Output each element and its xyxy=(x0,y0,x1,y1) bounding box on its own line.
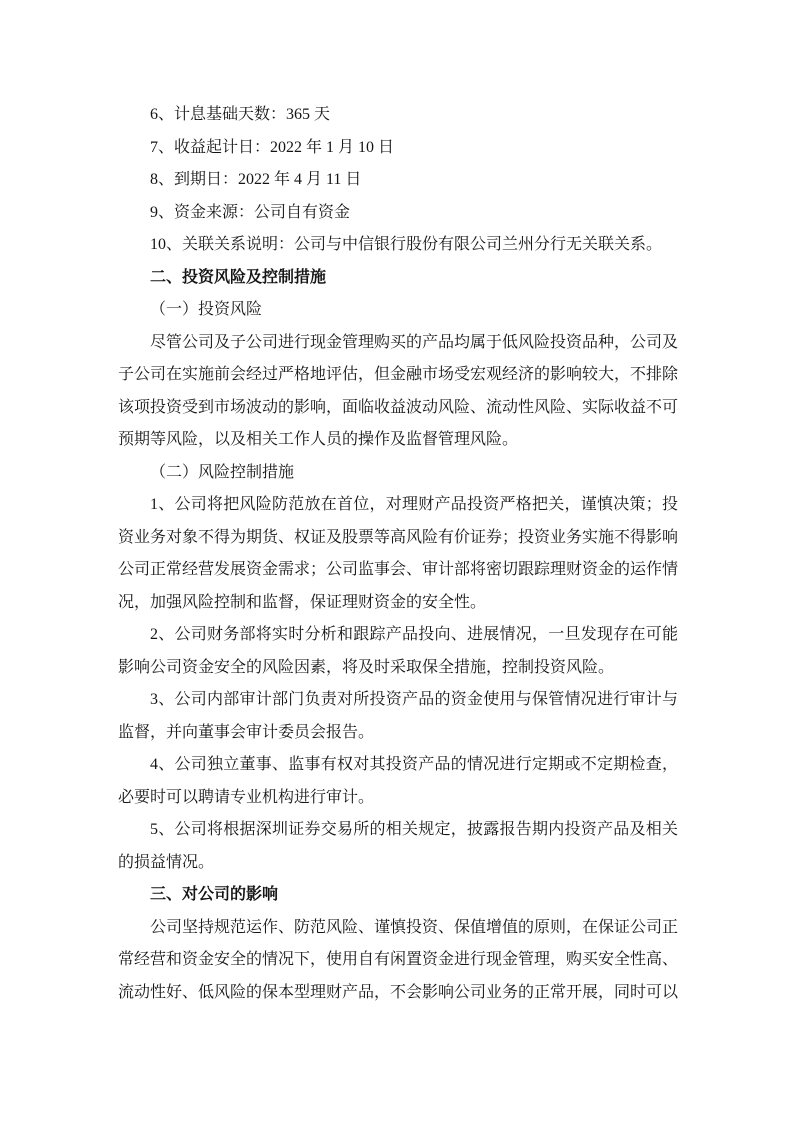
item-risk-control-3: 3、公司内部审计部门负责对所投资产品的资金使用与保管情况进行审计与监督，并向董事会审计委员会报告。 xyxy=(118,691,678,741)
item-10-related-party-note: 10、关联关系说明：公司与中信银行股份有限公司兰州分行无关联关系。 xyxy=(150,236,663,253)
item-risk-control-4: 4、公司独立董事、监事有权对其投资产品的情况进行定期或不定期检查，必要时可以聘请专业机构进行审计。 xyxy=(118,756,678,806)
subsection-2-heading-risk-control-measures: （二）风险控制措施 xyxy=(150,463,295,481)
subsection-1-heading-investment-risk: （一）投资风险 xyxy=(150,301,263,318)
item-6-interest-days: 6、计息基础天数：365 天 xyxy=(150,106,331,123)
item-9-fund-source: 9、资金来源：公司自有资金 xyxy=(150,203,351,221)
item-8-maturity-date: 8、到期日：2022 年 4 月 11 日 xyxy=(150,171,362,188)
para-investment-risk-description: 尽管公司及子公司进行现金管理购买的产品均属于低风险投资品种，公司及子公司在实施前会经过严格地评估，但金融市场受宏观经济的影响较大，不排除该项投资受到市场波动的影响，面临收益波动风险、流动性风险、实际收益不可预期等风险，以及相关工作人员的操作及监督管理风险。 xyxy=(118,333,679,448)
item-risk-control-5: 5、公司将根据深圳证券交易所的相关规定，披露报告期内投资产品及相关的损益情况。 xyxy=(118,821,678,871)
item-7-value-date: 7、收益起计日：2022 年 1 月 10 日 xyxy=(150,138,395,156)
item-risk-control-2: 2、公司财务部将实时分析和跟踪产品投向、进展情况，一旦发现存在可能影响公司资金安全的风险因素，将及时采取保全措施，控制投资风险。 xyxy=(118,626,678,676)
section-2-heading-investment-risk-and-controls: 二、投资风险及控制措施 xyxy=(150,268,327,286)
section-3-heading-impact-on-company: 三、对公司的影响 xyxy=(150,886,279,903)
para-company-impact: 公司坚持规范运作、防范风险、谨慎投资、保值增值的原则，在保证公司正常经营和资金安全的情况下，使用自有闲置资金进行现金管理，购买安全性高、流动性好、低风险的保本型理财产品，不会影响公司业务的正常开展，同时可以 xyxy=(118,918,679,1001)
item-risk-control-1: 1、公司将把风险防范放在首位，对理财产品投资严格把关，谨慎决策；投资业务对象不得为期货、权证及股票等高风险有价证券；投资业务实施不得影响公司正常经营发展资金需求；公司监事会、审计部将密切跟踪理财资金的运作情况，加强风险控制和监督，保证理财资金的安全性。 xyxy=(118,496,679,611)
